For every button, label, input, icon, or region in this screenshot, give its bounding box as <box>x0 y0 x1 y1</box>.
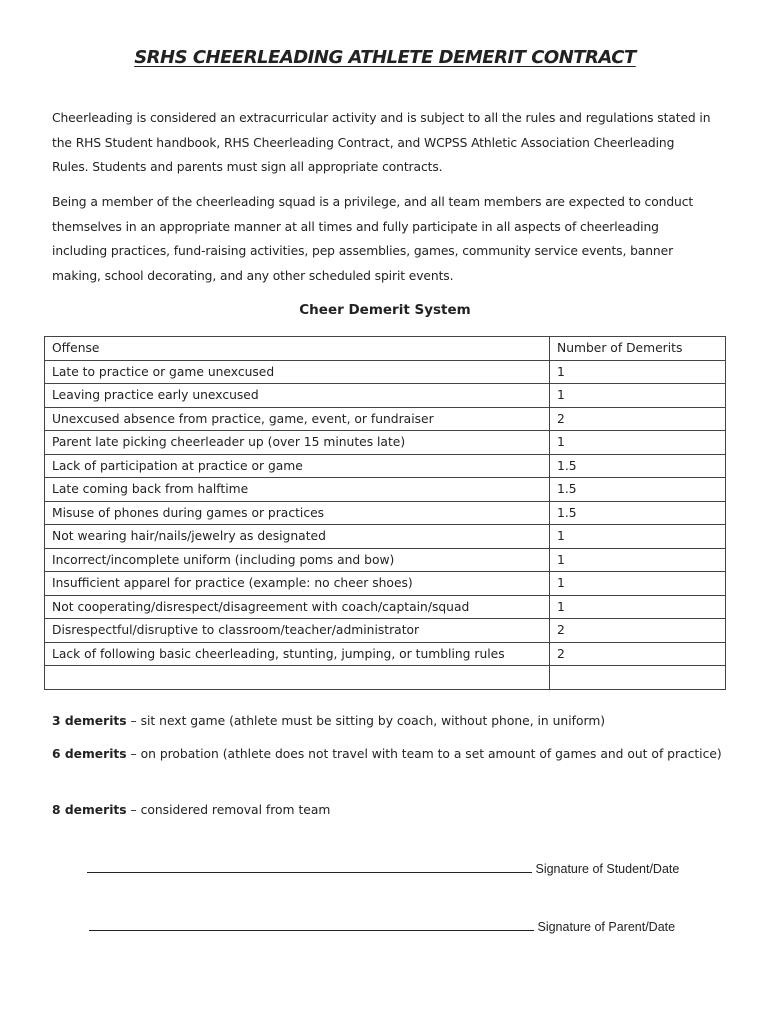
demerits-cell: 1 <box>550 548 726 572</box>
table-row <box>45 478 726 502</box>
consequence-text: – considered removal from team <box>126 803 331 817</box>
demerits-cell: 1 <box>550 595 726 619</box>
demerits-cell: 2 <box>550 619 726 643</box>
demerits-cell: 1.5 <box>550 454 726 478</box>
demerits-cell: 1 <box>550 572 726 596</box>
offense-cell: Disrespectful/disruptive to classroom/teacher/administrator <box>45 619 550 643</box>
table-row <box>45 595 726 619</box>
demerits-cell: 1.5 <box>550 501 726 525</box>
demerits-cell: 1 <box>550 360 726 384</box>
offense-cell: Misuse of phones during games or practices <box>45 501 550 525</box>
consequence-3-demerits <box>52 710 732 733</box>
demerits-cell <box>550 666 726 690</box>
student-signature-label: Signature of Student/Date <box>535 862 680 876</box>
offense-cell: Not wearing hair/nails/jewelry as designated <box>45 525 550 549</box>
consequence-8-demerits <box>52 799 732 822</box>
demerits-cell: 1 <box>550 384 726 408</box>
student-signature-line[interactable] <box>87 862 532 873</box>
parent-signature-field[interactable] <box>89 920 675 934</box>
table-row <box>45 619 726 643</box>
demerits-cell: 1 <box>550 431 726 455</box>
offense-cell: Leaving practice early unexcused <box>45 384 550 408</box>
document-title: SRHS CHEERLEADING ATHLETE DEMERIT CONTRACT <box>134 47 636 68</box>
offense-cell: Lack of participation at practice or game <box>45 454 550 478</box>
offense-cell: Unexcused absence from practice, game, event, or fundraiser <box>45 407 550 431</box>
offense-cell <box>45 666 550 690</box>
offense-column-header: Offense <box>45 337 550 361</box>
offense-cell: Late coming back from halftime <box>45 478 550 502</box>
membership-paragraph: Being a member of the cheerleading squad is a privilege, and all team members are expected to conduct themselves in an appropriate manner at all times and fully participate in all aspects of cheerleading including practices, fund-raising activities, pep assemblies, games, community service events, banner making, school decorating, and any other scheduled spirit events. <box>52 195 694 283</box>
parent-signature-label: Signature of Parent/Date <box>537 920 676 934</box>
offense-cell: Late to practice or game unexcused <box>45 360 550 384</box>
table-row <box>45 572 726 596</box>
demerits-cell: 2 <box>550 407 726 431</box>
demerits-cell: 2 <box>550 642 726 666</box>
consequence-text: – on probation (athlete does not travel with team to a set amount of games and out of practice) <box>126 747 722 761</box>
demerits-cell: 1.5 <box>550 478 726 502</box>
demerit-table <box>44 336 726 690</box>
consequence-6-demerits <box>52 743 732 766</box>
table-row <box>45 548 726 572</box>
demerits-column-header: Number of Demerits <box>550 337 726 361</box>
table-heading: Cheer Demerit System <box>299 302 471 318</box>
table-row-empty <box>45 666 726 690</box>
consequence-label: 8 demerits <box>52 803 127 817</box>
table-row <box>45 454 726 478</box>
table-row <box>45 525 726 549</box>
offense-cell: Lack of following basic cheerleading, stunting, jumping, or tumbling rules <box>45 642 550 666</box>
offense-cell: Parent late picking cheerleader up (over 15 minutes late) <box>45 431 550 455</box>
consequence-text: – sit next game (athlete must be sitting by coach, without phone, in uniform) <box>126 714 606 728</box>
table-row <box>45 501 726 525</box>
table-header-row <box>45 337 726 361</box>
offense-cell: Not cooperating/disrespect/disagreement with coach/captain/squad <box>45 595 550 619</box>
demerits-cell: 1 <box>550 525 726 549</box>
table-row <box>45 384 726 408</box>
table-row <box>45 642 726 666</box>
table-row <box>45 431 726 455</box>
consequence-label: 6 demerits <box>52 747 127 761</box>
student-signature-field[interactable] <box>87 862 679 876</box>
parent-signature-line[interactable] <box>89 920 534 931</box>
offense-cell: Incorrect/incomplete uniform (including poms and bow) <box>45 548 550 572</box>
offense-cell: Insufficient apparel for practice (example: no cheer shoes) <box>45 572 550 596</box>
intro-paragraph: Cheerleading is considered an extracurricular activity and is subject to all the rules and regulations stated in the RHS Student handbook, RHS Cheerleading Contract, and WCPSS Athletic Association Cheerleading Rules. Students and parents must sign all appropriate contracts. <box>52 111 711 174</box>
consequence-label: 3 demerits <box>52 714 127 728</box>
table-row <box>45 360 726 384</box>
table-row <box>45 407 726 431</box>
